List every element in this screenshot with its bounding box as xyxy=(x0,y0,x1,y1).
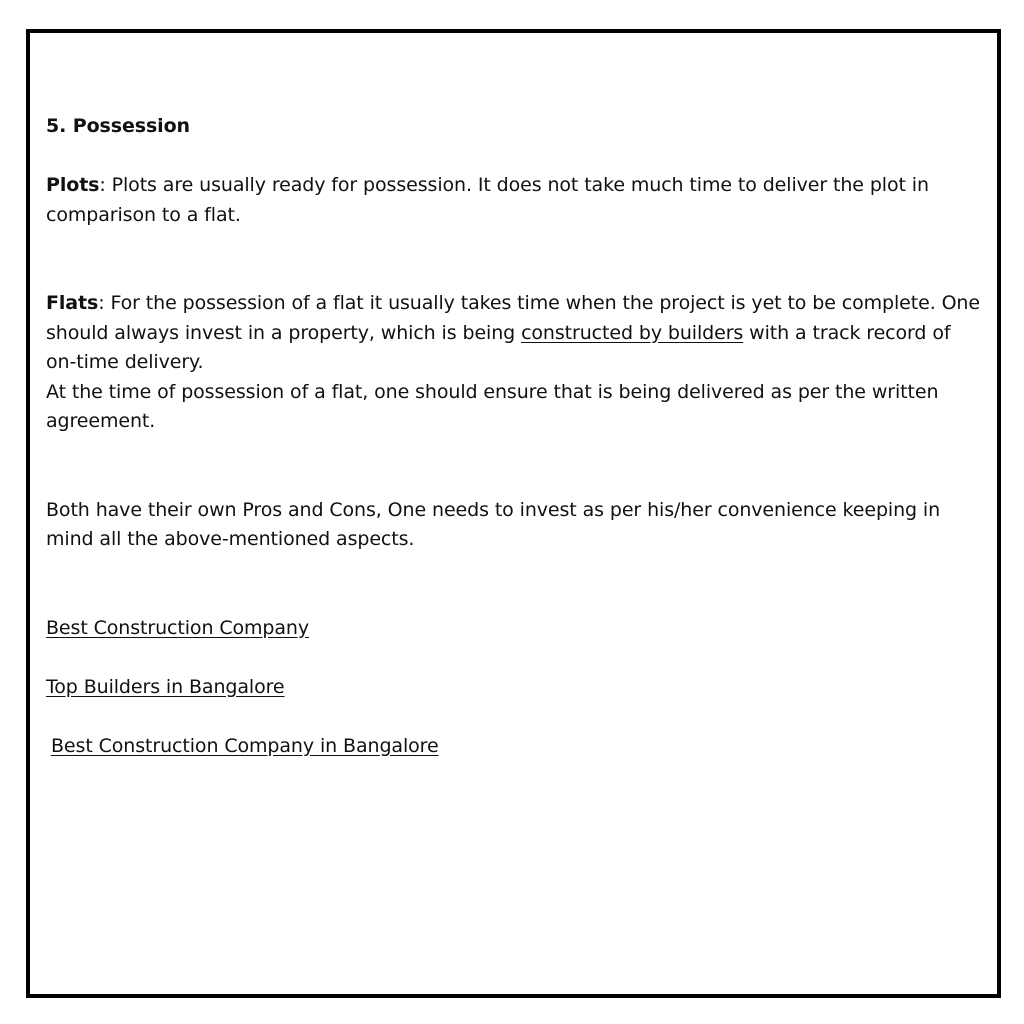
section-heading: 5. Possession xyxy=(46,115,190,137)
plots-term: Plots xyxy=(46,174,100,196)
top-builders-bangalore-link[interactable]: Top Builders in Bangalore xyxy=(46,675,285,698)
conclusion-paragraph: Both have their own Pros and Cons, One needs to invest as per his/her convenience keeping in mind all the above-mentioned aspects. xyxy=(46,498,941,550)
best-construction-company-link[interactable]: Best Construction Company xyxy=(46,616,310,639)
document-body xyxy=(46,112,986,761)
flats-text-before-link: : For the possession of a flat it usually takes time when the project is yet to be complete. One should always invest in a property, which is being xyxy=(46,292,980,344)
flats-paragraph-line2: At the time of possession of a flat, one should ensure that is being delivered as per the written agreement. xyxy=(46,380,939,432)
flats-text-after-link: with a track record of on-time delivery. xyxy=(46,321,951,373)
best-construction-company-bangalore-link[interactable]: Best Construction Company in Bangalore xyxy=(51,734,439,757)
flats-paragraph xyxy=(46,289,986,378)
link-line-2 xyxy=(46,673,986,703)
constructed-by-builders-link[interactable]: constructed by builders xyxy=(521,321,744,344)
plots-paragraph xyxy=(46,171,986,230)
flats-term: Flats xyxy=(46,292,99,314)
link-line-1 xyxy=(46,614,986,644)
link-line-3 xyxy=(46,732,986,762)
plots-text: : Plots are usually ready for possession. It does not take much time to deliver the plot in comparison to a flat. xyxy=(46,174,929,226)
